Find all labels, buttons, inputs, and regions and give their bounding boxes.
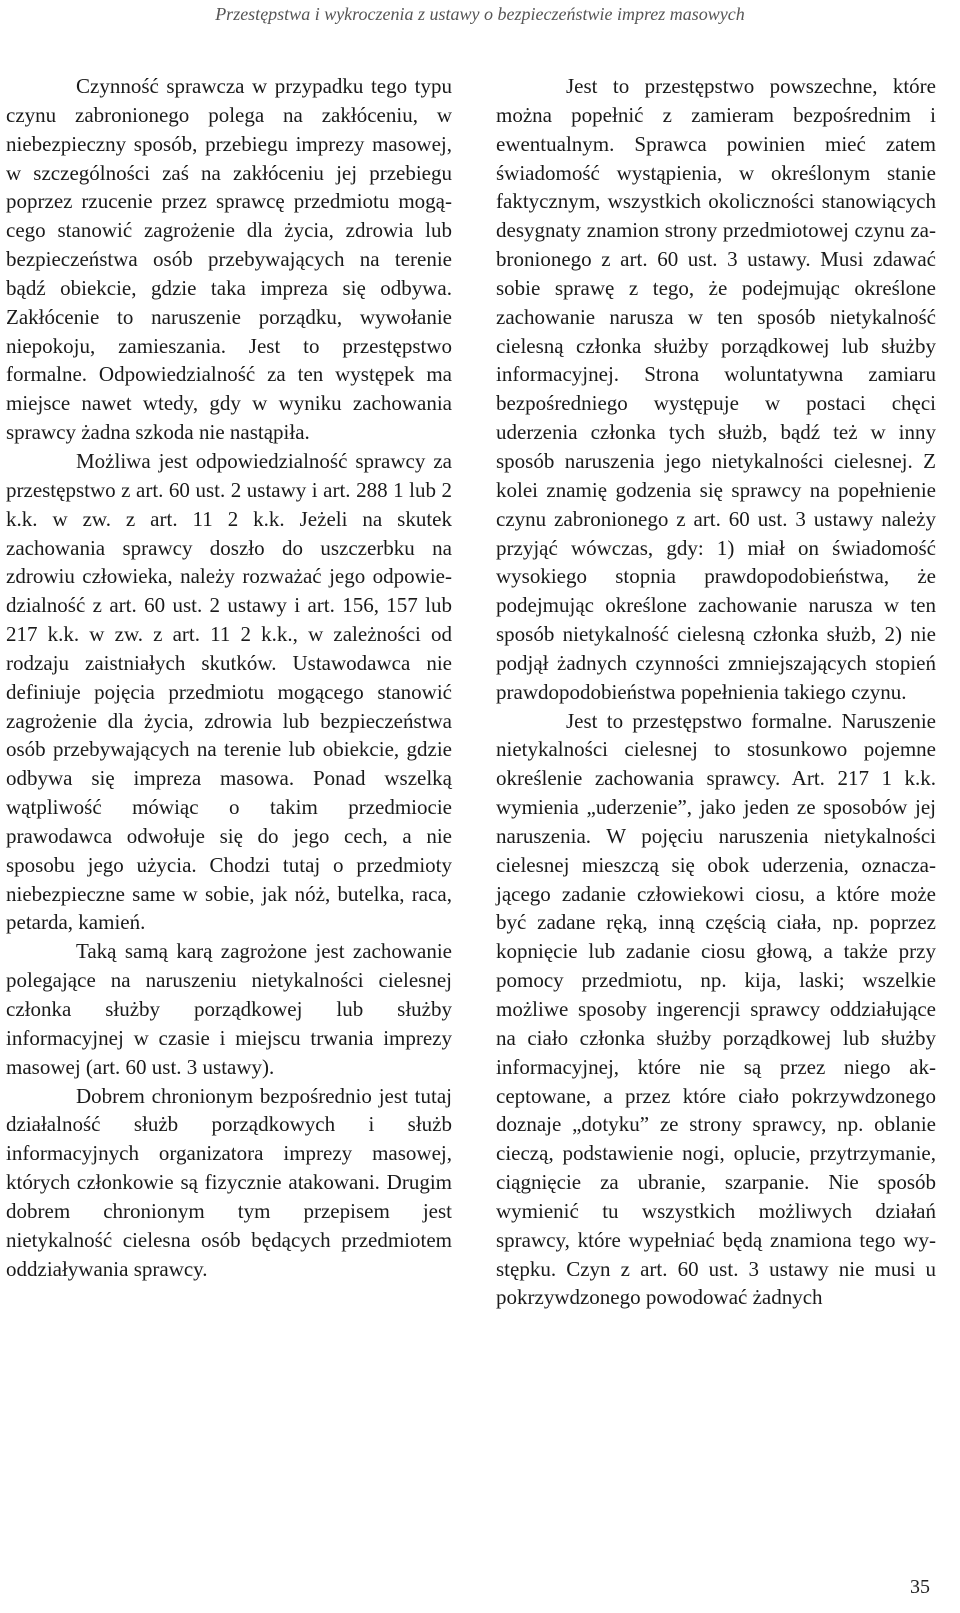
paragraph: Jest to przestępstwo formalne. Naruszenie nietykalności cielesnej to stosunkowo pojemne określenie zachowania sprawcy. Art. 217 1 k.k. wymienia „uderzenie”, jako jeden ze sposobów jej naruszenia. W pojęciu naruszenia nietykalności cielesnej mieszczą się obok uderzenia, oznaczającego zadanie człowiekowi ciosu, a które może być zadane ręką, inną częścią ciała, np. poprzez kopnięcie lub zadanie ciosu głową, a także przy pomocy przedmiotu, np. kija, laski; wszelkie możliwe sposoby ingerencji sprawcy oddziałujące na ciało członka służby porządkowej lub służby informacyjnej, które nie są przez niego akceptowane, a przez które ciało pokrzywdzonego doznaje „dotyku” ze strony sprawcy, np. oblanie cieczą, podstawienie nogi, oplucie, przytrzymanie, ciągnięcie za ubranie, szarpanie. Nie sposób wymienić tu wszystkich możliwych działań sprawcy, które wypełniać będą znamiona tego występku. Czyn z art. 60 ust. 3 ustawy nie musi u pokrzywdzonego powodować żadnych [496, 708, 936, 1310]
paragraph: Jest to przestępstwo powszechne, które można popełnić z zamieram bezpośrednim i ewentualnym. Sprawca powinien mieć zatem świadomość wystąpienia, w określonym stanie faktycznym, wszystkich okoliczności stanowiących desygnaty znamion strony przedmiotowej czynu zabronionego z art. 60 ust. 3 ustawy. Musi zdawać sobie sprawę z tego, że podejmując określone zachowanie narusza w ten sposób nietykalność cielesną członka służby porządkowej lub służby informacyjnej. Strona woluntatywna zamiaru bezpośredniego występuje w postaci chęci uderzenia członka tych służb, bądź też w inny sposób naruszenia jego nietykalności cielesnej. Z kolei znamię godzenia się sprawcy na popełnienie czynu zabronionego z art. 60 ust. 3 ustawy należy przyjąć wówczas, gdy: 1) miał on świadomość wysokiego stopnia prawdopodobieństwa, że podejmując określone zachowanie narusza w ten sposób nietykalność cielesną członka służb, 2) nie podjął żadnych czynności zmniejszających stopień prawdopodobieństwa popełnienia takiego czynu. [496, 74, 936, 704]
paragraph: Możliwa jest odpowiedzialność sprawcy za przestępstwo z art. 60 ust. 2 ustawy i art. 288 1 lub 2 k.k. w zw. z art. 11 2 k.k. Jeżeli na skutek zachowania sprawcy doszło do uszczerbku na zdrowiu człowieka, należy rozważać jego odpowiedzialność z art. 60 ust. 2 ustawy i art. 156, 157 lub 217 k.k. w zw. z art. 11 2 k.k., w zależności od rodzaju zaistniałych skutków. Ustawodawca nie definiuje pojęcia przedmiotu mogącego stanowić zagrożenie dla życia, zdrowia lub bezpieczeństwa osób przebywających na terenie lub obiekcie, gdzie odbywa się impreza masowa. Ponad wszelką wątpliwość mówiąc o takim przedmiocie prawodawca odwołuje się do jego cech, a nie sposobu jego użycia. Chodzi tutaj o przedmioty niebezpieczne same w sobie, jak nóż, butelka, raca, petarda, kamień. [6, 448, 452, 935]
paragraph: Dobrem chronionym bezpośrednio jest tutaj działalność służb porządkowych i służb informacyjnych organizatora imprezy masowej, których członkowie są fizycznie atakowani. Drugim dobrem chronionym tym przepisem jest nietykalność cielesna osób będących przedmiotem oddziaływania sprawcy. [6, 1083, 452, 1281]
paragraph: Taką samą karą zagrożone jest zachowanie polegające na naruszeniu nietykalności cielesnej członka służby porządkowej lub służby informacyjnej w czasie i miejscu trwania imprezy masowej (art. 60 ust. 3 ustawy). [6, 939, 452, 1079]
running-header: Przestępstwa i wykroczenia z ustawy o bezpieczeństwie imprez masowych [215, 4, 745, 24]
page-number: 35 [910, 1576, 930, 1598]
paragraph: Czynność sprawcza w przypadku tego typu czynu zabronionego polega na zakłóceniu, w niebezpieczny sposób, przebiegu imprezy masowej, w szczególności zaś na zakłóceniu jej przebiegu poprzez rzucenie przez sprawcę przedmiotu mogącego stanowić zagrożenie dla życia, zdrowia lub bezpieczeństwa osób przebywających na terenie bądź obiekcie, gdzie taka impreza się odbywa. Zakłócenie to naruszenie porządku, wywołanie niepokoju, zamieszania. Jest to przestępstwo formalne. Odpowiedzialność za ten występek ma miejsce nawet wtedy, gdy w wyniku zachowania sprawcy żadna szkoda nie nastąpiła. [6, 74, 452, 445]
left-column [6, 72, 452, 1283]
right-column [496, 72, 936, 1312]
